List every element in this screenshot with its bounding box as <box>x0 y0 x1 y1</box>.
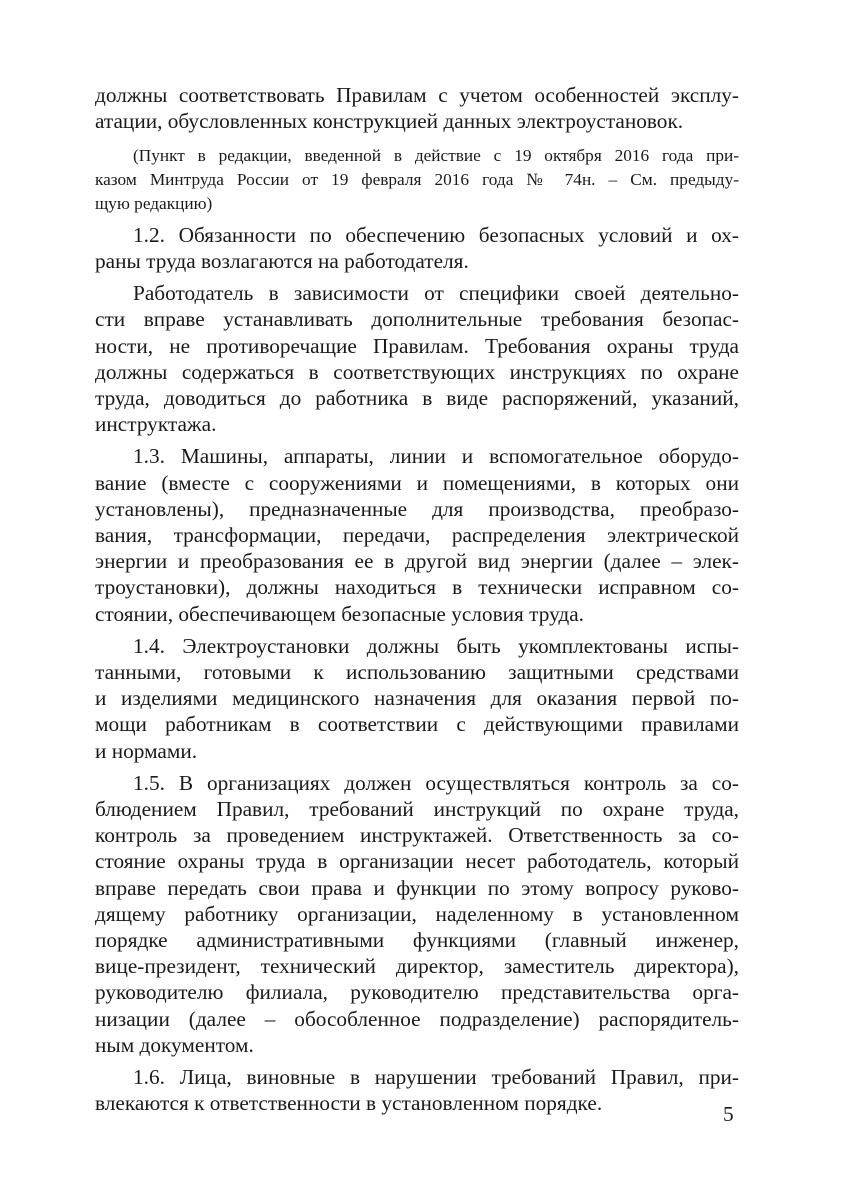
text-line: раны труда возлагаются на работодателя. <box>95 249 469 273</box>
text-line: вице-президент, технический директор, заместитель директора), <box>95 954 739 979</box>
text-line: труда, доводиться до работника в виде распоряжений, указаний, <box>95 386 739 411</box>
document-page <box>95 82 739 1117</box>
text-line: должны соответствовать Правилам с учетом особенностей эксплу- <box>95 83 739 107</box>
text-line: 1.5. В организациях должен осуществляться контроль за со- <box>133 770 739 795</box>
text-line: Работодатель в зависимости от специфики своей деятельно- <box>133 281 739 306</box>
text-line: ным документом. <box>95 1032 254 1057</box>
text-line: порядке административными функциями (главный инженер, <box>95 928 739 953</box>
text-line: мощи работникам в соответствии с действующими правилами <box>95 712 739 737</box>
text-line: сти вправе устанавливать дополнительные требования безопас- <box>95 307 739 332</box>
text-line: энергии и преобразования ее в другой вид энергии (далее – элек- <box>95 549 739 574</box>
editorial-note <box>95 144 739 215</box>
text-line: должны содержаться в соответствующих инструкциях по охране <box>95 359 739 384</box>
paragraph-employer <box>95 280 739 437</box>
text-line: низации (далее – обособленное подразделение) распорядитель- <box>95 1006 739 1031</box>
paragraph-1-6 <box>95 1064 739 1116</box>
text-line: 1.3. Машины, аппараты, линии и вспомогательное оборудо- <box>133 444 739 469</box>
note-line: (Пункт в редакции, введенной в действие с 19 октября 2016 года при- <box>133 146 739 166</box>
text-line: атации, обусловленных конструкцией данных электроустановок. <box>95 109 684 134</box>
text-line: установлены), предназначенные для производства, преобразо- <box>95 496 739 521</box>
text-line: контроль за проведением инструктажей. Ответственность за со- <box>95 823 739 848</box>
text-line: и изделиями медицинского назначения для оказания первой по- <box>95 686 739 711</box>
text-line: стоянии, обеспечивающем безопасные условия труда. <box>95 601 585 626</box>
paragraph-1-5 <box>95 770 739 1058</box>
paragraph-1-3 <box>95 443 739 626</box>
text-line: влекаются к ответственности в установленном порядке. <box>95 1091 603 1116</box>
page-number: 5 <box>723 1102 734 1126</box>
text-line: 1.4. Электроустановки должны быть укомплектованы испы- <box>133 633 739 658</box>
text-line: стояние охраны труда в организации несет работодатель, который <box>95 849 739 874</box>
text-line: ности, не противоречащие Правилам. Требования охраны труда <box>95 333 739 358</box>
paragraph-1-2 <box>95 222 739 274</box>
text-line: вания, трансформации, передачи, распределения электрической <box>95 523 739 548</box>
text-line: танными, готовыми к использованию защитными средствами <box>95 660 739 685</box>
note-line: щую редакцию) <box>95 194 213 213</box>
paragraph-continuation <box>95 82 739 134</box>
text-line: вправе передать свои права и функции по этому вопросу руково- <box>95 875 739 900</box>
note-line: казом Минтруда России от 19 февраля 2016 года № 74н. – См. предыду- <box>95 170 739 190</box>
text-line: инструктажа. <box>95 412 217 437</box>
text-line: дящему работнику организации, наделенному в установленном <box>95 901 739 926</box>
text-line: 1.2. Обязанности по обеспечению безопасных условий и ох- <box>133 222 739 247</box>
text-line: вание (вместе с сооружениями и помещениями, в которых они <box>95 470 739 495</box>
text-line: троустановки), должны находиться в технически исправном со- <box>95 575 739 600</box>
paragraph-1-4 <box>95 633 739 764</box>
text-line: блюдением Правил, требований инструкций по охране труда, <box>95 797 739 822</box>
text-line: и нормами. <box>95 738 198 763</box>
text-line: руководителю филиала, руководителю представительства орга- <box>95 980 739 1005</box>
text-line: 1.6. Лица, виновные в нарушении требований Правил, при- <box>133 1065 739 1090</box>
